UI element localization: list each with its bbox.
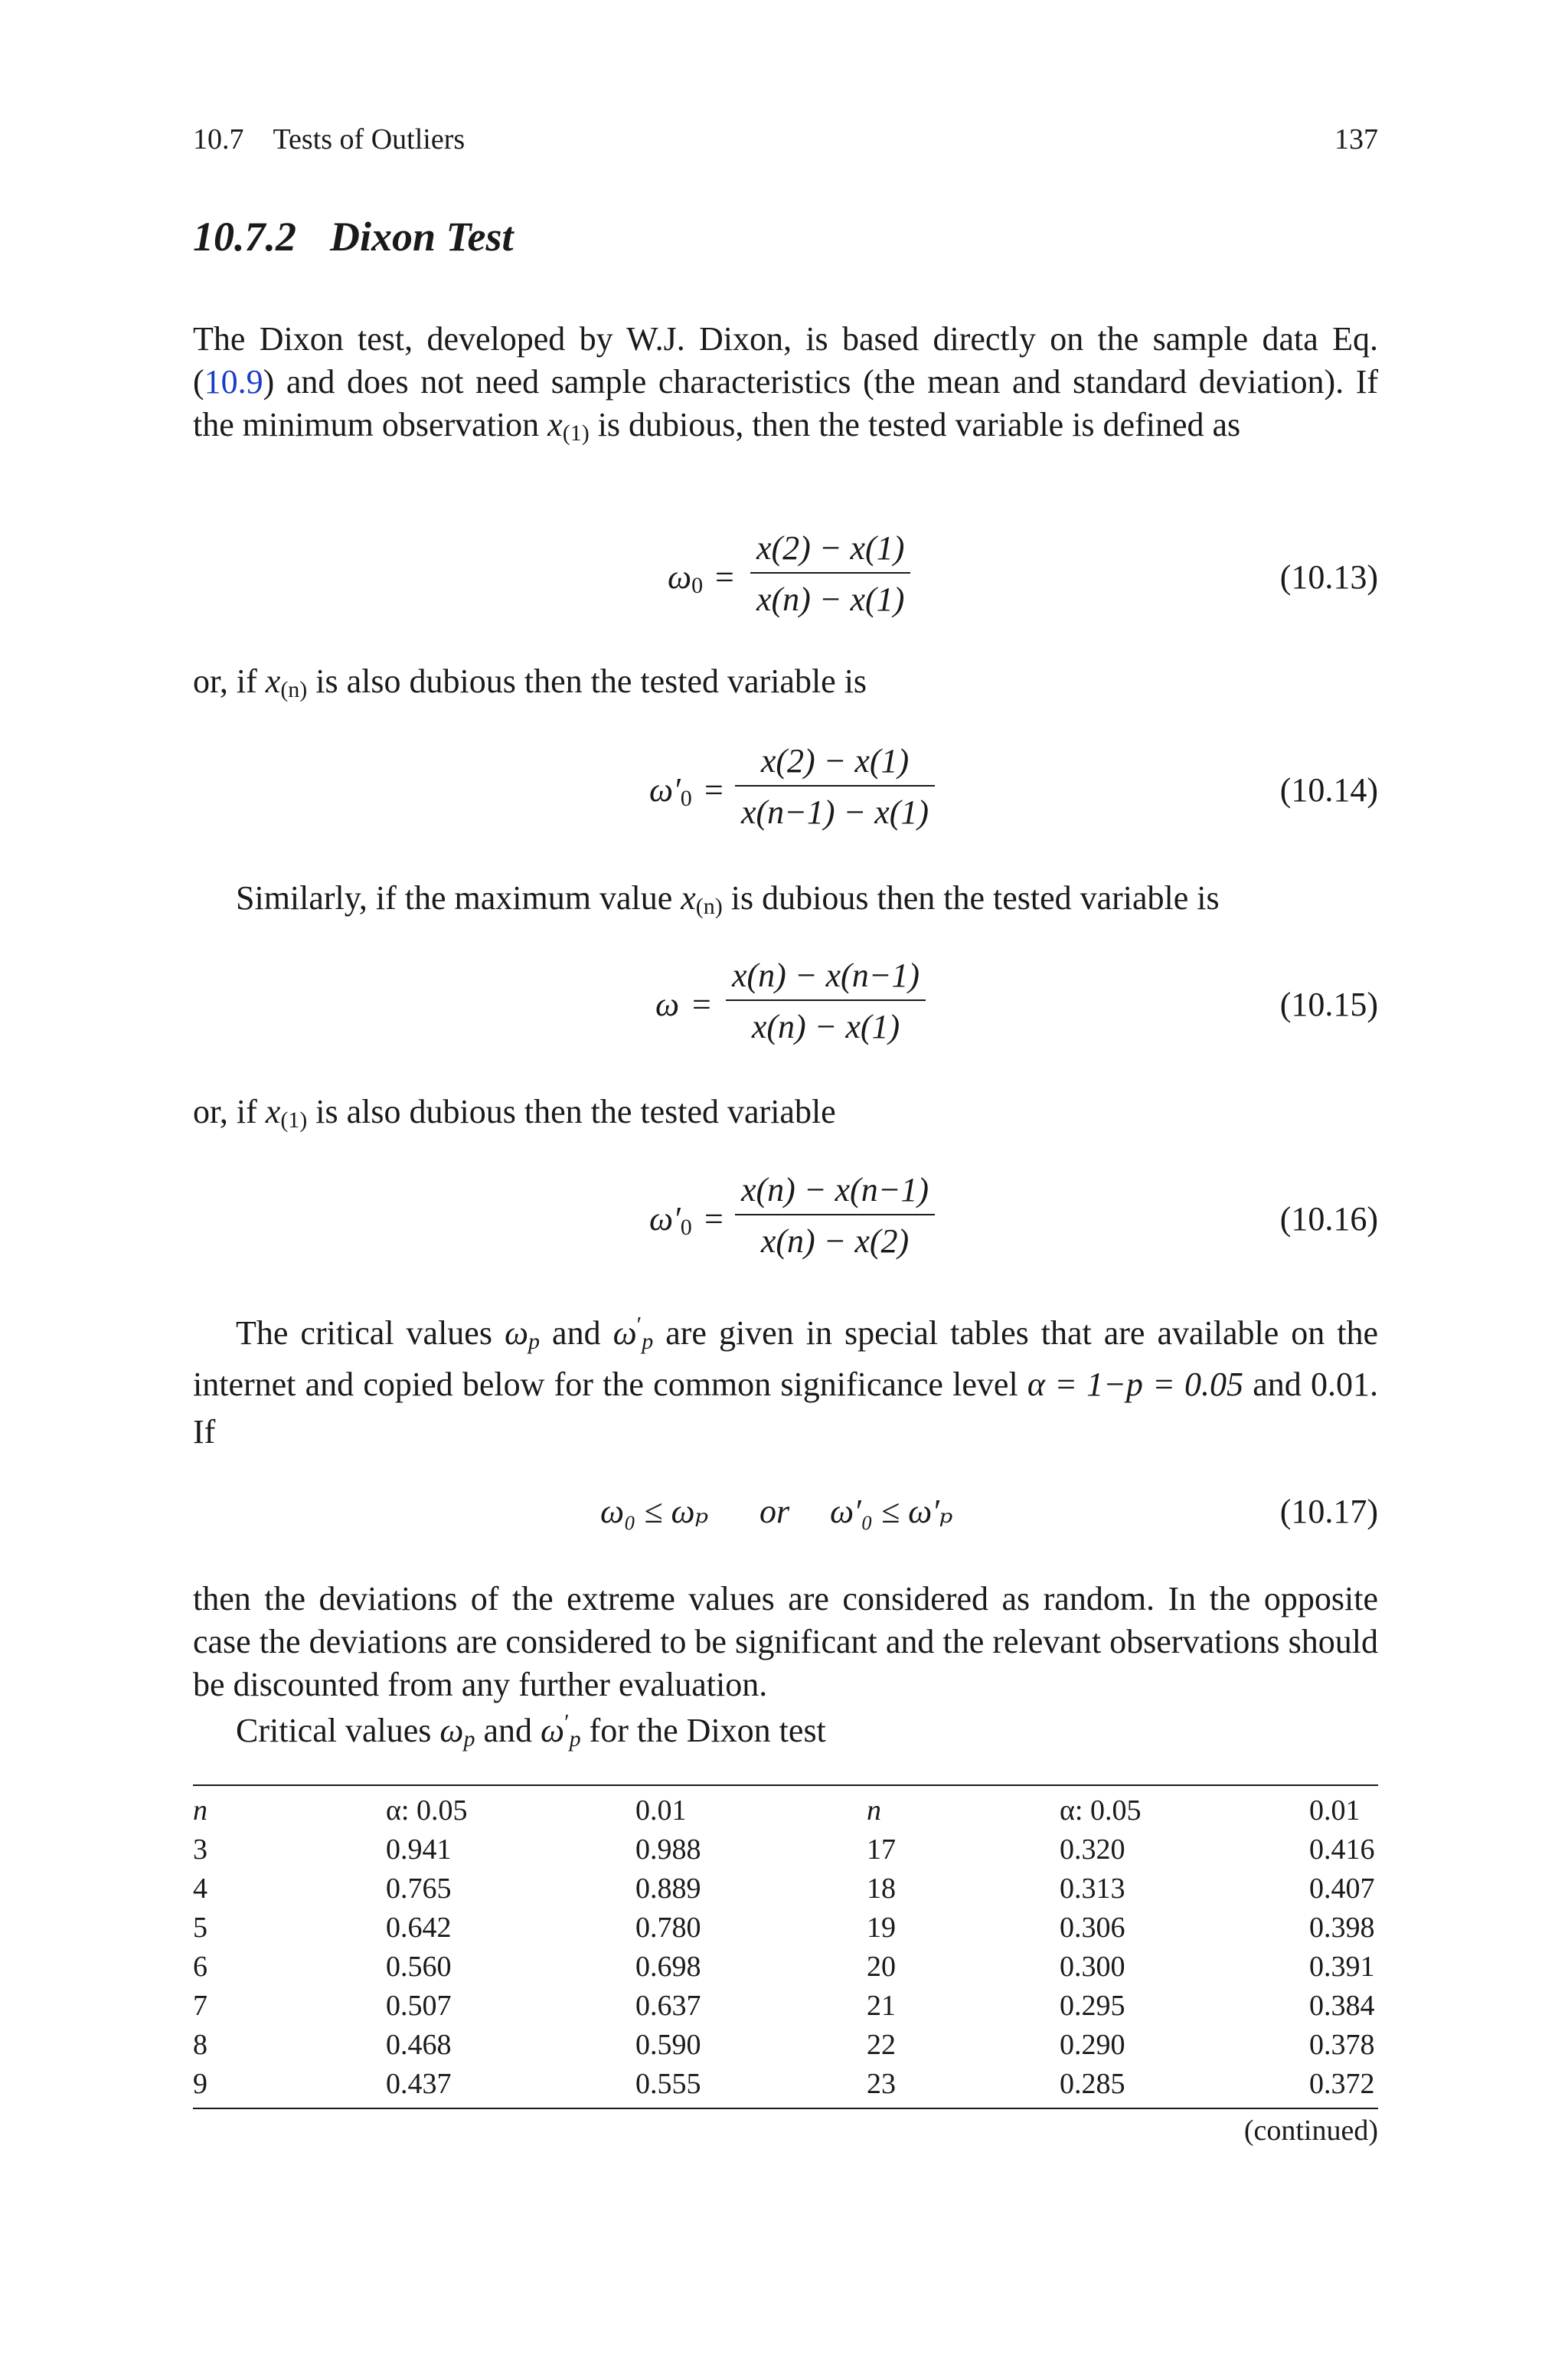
header-n-2: n (867, 1794, 881, 1827)
running-header (193, 123, 1378, 161)
intro-text-2: ) and does not need sample characteristics (the mean and standard deviation). If the minimum observation (193, 363, 1378, 443)
eq17-right: ω′₀ ≤ ω′ₚ (830, 1493, 953, 1530)
equation-10-16 (193, 1170, 1378, 1270)
equals-sign: = (704, 1200, 724, 1238)
eq17-or: or (760, 1493, 790, 1530)
eq-lhs: ω′0 (649, 1200, 692, 1240)
table-cell: 0.642 (386, 1912, 452, 1944)
table-cell: 0.765 (386, 1873, 452, 1905)
equation-10-14 (193, 741, 1378, 841)
eq-fraction (735, 1170, 935, 1261)
table-cell: 0.398 (1309, 1912, 1375, 1944)
table-cell: 0.290 (1060, 2029, 1125, 2061)
table-cell: 0.378 (1309, 2029, 1375, 2061)
equals-sign: = (692, 986, 711, 1023)
equals-sign: = (704, 771, 724, 809)
table-cell: 22 (867, 2029, 896, 2061)
var-x: x (547, 406, 563, 443)
section-title: Dixon Test (330, 214, 514, 260)
continued-note: (continued) (1243, 2115, 1378, 2147)
table-cell: 21 (867, 1990, 896, 2022)
denominator: x(n) − x(2) (760, 1222, 910, 1260)
table-cell: 0.384 (1309, 1990, 1375, 2022)
text-similarly: Similarly, if the maximum value x(n) is dubious then the tested variable is (236, 879, 1220, 919)
text-or-2: or, if x(1) is also dubious then the tested variable (193, 1093, 836, 1133)
section-heading (193, 213, 514, 260)
equation-number: (10.14) (1279, 771, 1378, 809)
page-number: 137 (1334, 123, 1378, 155)
eq-lhs: ω′0 (649, 771, 692, 811)
table-row (193, 2067, 1378, 2106)
table-cell: 0.555 (635, 2068, 701, 2100)
table-cell: 0.407 (1309, 1873, 1375, 1905)
table-cell: 0.780 (635, 1912, 701, 1944)
table-cell: 0.507 (386, 1990, 452, 2022)
header-n: n (193, 1794, 207, 1827)
header-alpha-005: α: 0.05 (386, 1794, 468, 1827)
table-row (193, 1911, 1378, 1950)
text-critical-values: The critical values ωp and ω′p are given in special tables that are available on the internet and copied below for the common significance level α = 1−p = 0.05 and 0.01. If (193, 1312, 1379, 1451)
table-cell: 0.285 (1060, 2068, 1125, 2100)
eq-lhs: ω (655, 986, 680, 1023)
table-top-rule (193, 1784, 1378, 1786)
header-001: 0.01 (635, 1794, 687, 1827)
section-header: 10.7 Tests of Outliers (193, 123, 466, 155)
equation-number: (10.13) (1279, 558, 1378, 596)
table-row (193, 1872, 1378, 1911)
table-cell: 0.889 (635, 1873, 701, 1905)
denominator: x(n) − x(1) (756, 581, 905, 618)
table-cell: 0.391 (1309, 1951, 1375, 1983)
table-cell: 20 (867, 1951, 896, 1983)
table-row (193, 2028, 1378, 2067)
table-cell: 0.295 (1060, 1990, 1125, 2022)
table-row (193, 1833, 1378, 1872)
equation-10-13 (193, 528, 1378, 628)
numerator: x(2) − x(1) (756, 529, 905, 567)
table-row (193, 1989, 1378, 2028)
table-cell: 0.300 (1060, 1951, 1125, 1983)
table-cell: 18 (867, 1873, 896, 1905)
denominator: x(n) − x(1) (751, 1008, 900, 1045)
eq-reference-link[interactable]: 10.9 (204, 363, 263, 401)
text-or-1: or, if x(n) is also dubious then the tested variable is (193, 662, 867, 702)
header-alpha-005-2: α: 0.05 (1060, 1794, 1142, 1827)
intro-paragraph (193, 318, 1378, 450)
eq-fraction (726, 956, 926, 1046)
text-after: then the deviations of the extreme values are considered as random. In the opposite case the deviations are considered to be significant and the relevant observations should be discounted from any further evaluation. (193, 1580, 1378, 1703)
table-cell: 7 (193, 1990, 207, 2022)
table-cell: 0.313 (1060, 1873, 1125, 1905)
table-bottom-rule (193, 2108, 1378, 2109)
equation-10-15 (193, 956, 1378, 1055)
eq17-left: ω₀ ≤ ωₚ (600, 1493, 709, 1530)
eq-fraction (750, 528, 910, 619)
table-cell: 5 (193, 1912, 207, 1944)
table-caption: Critical values ωp and ω′p for the Dixon test (236, 1709, 826, 1752)
header-001-2: 0.01 (1309, 1794, 1361, 1827)
table-cell: 0.560 (386, 1951, 452, 1983)
table-cell: 0.437 (386, 2068, 452, 2100)
table-cell: 0.320 (1060, 1833, 1125, 1866)
table-cell: 0.988 (635, 1833, 701, 1866)
table-cell: 19 (867, 1912, 896, 1944)
denominator: x(n−1) − x(1) (741, 793, 929, 831)
equation-10-17 (193, 1492, 1378, 1538)
table-cell: 3 (193, 1833, 207, 1866)
eq-lhs: ω0 (668, 558, 704, 598)
equation-number: (10.15) (1279, 986, 1378, 1023)
table-cell: 0.306 (1060, 1912, 1125, 1944)
equation-number: (10.16) (1279, 1200, 1378, 1238)
table-cell: 0.416 (1309, 1833, 1375, 1866)
table-cell: 9 (193, 2068, 207, 2100)
table-cell: 0.637 (635, 1990, 701, 2022)
table-cell: 17 (867, 1833, 896, 1866)
table-cell: 0.372 (1309, 2068, 1375, 2100)
table-header-row (193, 1794, 1378, 1833)
equals-sign: = (715, 558, 734, 596)
intro-text-3: is dubious, then the tested variable is defined as (589, 406, 1241, 443)
table-cell: 4 (193, 1873, 207, 1905)
section-number: 10.7.2 (193, 214, 296, 260)
eq-fraction (735, 741, 935, 832)
table-cell: 6 (193, 1951, 207, 1983)
intro-text-1: The Dixon test, developed by W.J. Dixon, is based directly on the sample data Eq. ( (193, 320, 1378, 401)
table-row (193, 1950, 1378, 1989)
table-cell: 0.590 (635, 2029, 701, 2061)
numerator: x(n) − x(n−1) (732, 957, 920, 994)
numerator: x(n) − x(n−1) (741, 1171, 929, 1209)
numerator: x(2) − x(1) (760, 742, 910, 780)
equation-number: (10.17) (1279, 1493, 1378, 1530)
table-cell: 23 (867, 2068, 896, 2100)
table-cell: 8 (193, 2029, 207, 2061)
table-cell: 0.941 (386, 1833, 452, 1866)
table-cell: 0.468 (386, 2029, 452, 2061)
var-sub: (1) (562, 420, 590, 446)
table-cell: 0.698 (635, 1951, 701, 1983)
